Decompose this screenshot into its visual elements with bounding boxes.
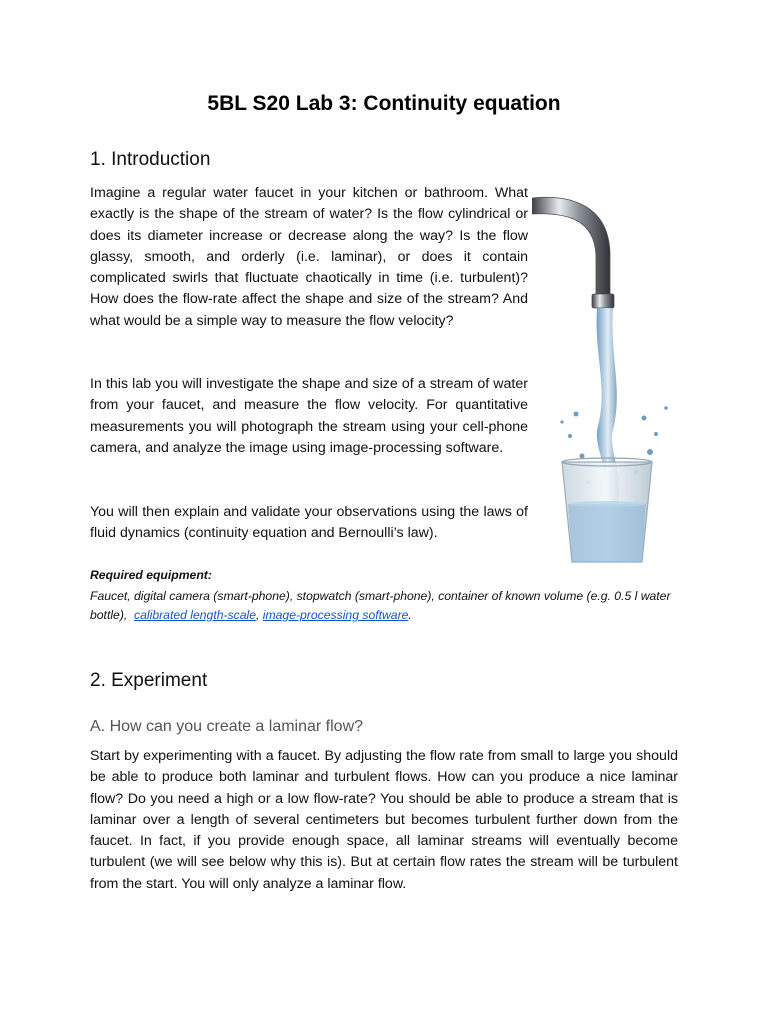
section-heading-experiment: 2. Experiment	[90, 670, 208, 691]
section-heading-introduction: 1. Introduction	[90, 149, 211, 170]
subsection-heading-laminar-flow: A. How can you create a laminar flow?	[90, 718, 364, 735]
required-equipment-label: Required equipment:	[90, 568, 212, 582]
required-equipment-text	[90, 587, 680, 625]
experiment-paragraph-1: Start by experimenting with a faucet. By adjusting the flow rate from small to large you should be able to produce both laminar and turbulent flows. How can you produce a nice laminar flow? Do you need a high or a low flow-rate? You should be able to produce a stream that is laminar over a length of several centimeters but becomes turbulent further down from the faucet. In fact, if you provide enough space, all laminar streams will eventually become turbulent (we will see below why this is). But at certain flow rates the stream will be turbulent from the start. You will only analyze a laminar flow.	[90, 748, 678, 892]
page-title: 5BL S20 Lab 3: Continuity equation	[207, 92, 561, 115]
intro-paragraph-3: You will then explain and validate your observations using the laws of fluid dynamics (continuity equation and Bernoulli’s law).	[90, 504, 528, 542]
intro-paragraph-1: Imagine a regular water faucet in your kitchen or bathroom. What exactly is the shape of the stream of water? Is the flow cylindrical or does its diameter increase or decrease along the way? Is the flow glassy, smooth, and orderly (i.e. laminar), or does it contain complicated swirls that fluctuate chaotically in time (i.e. turbulent)? How does the flow-rate affect the shape and size of the stream? And what would be a simple way to measure the flow velocity?	[90, 185, 528, 329]
equipment-list: Faucet, digital camera (smart-phone), stopwatch (smart-phone), container of known volume (e.g. 0.5 l water bottle),	[90, 589, 671, 622]
link-separator: ,	[256, 608, 260, 622]
faucet-water-glass-image	[532, 186, 702, 570]
sentence-end: .	[408, 608, 412, 622]
calibrated-length-scale-link[interactable]: calibrated length-scale	[134, 608, 256, 622]
image-processing-software-link[interactable]: image-processing software	[262, 608, 409, 622]
intro-paragraph-2: In this lab you will investigate the shape and size of a stream of water from your faucet, and measure the flow velocity. For quantitative measurements you will photograph the stream using your cell-phone camera, and analyze the image using image-processing software.	[90, 376, 528, 456]
